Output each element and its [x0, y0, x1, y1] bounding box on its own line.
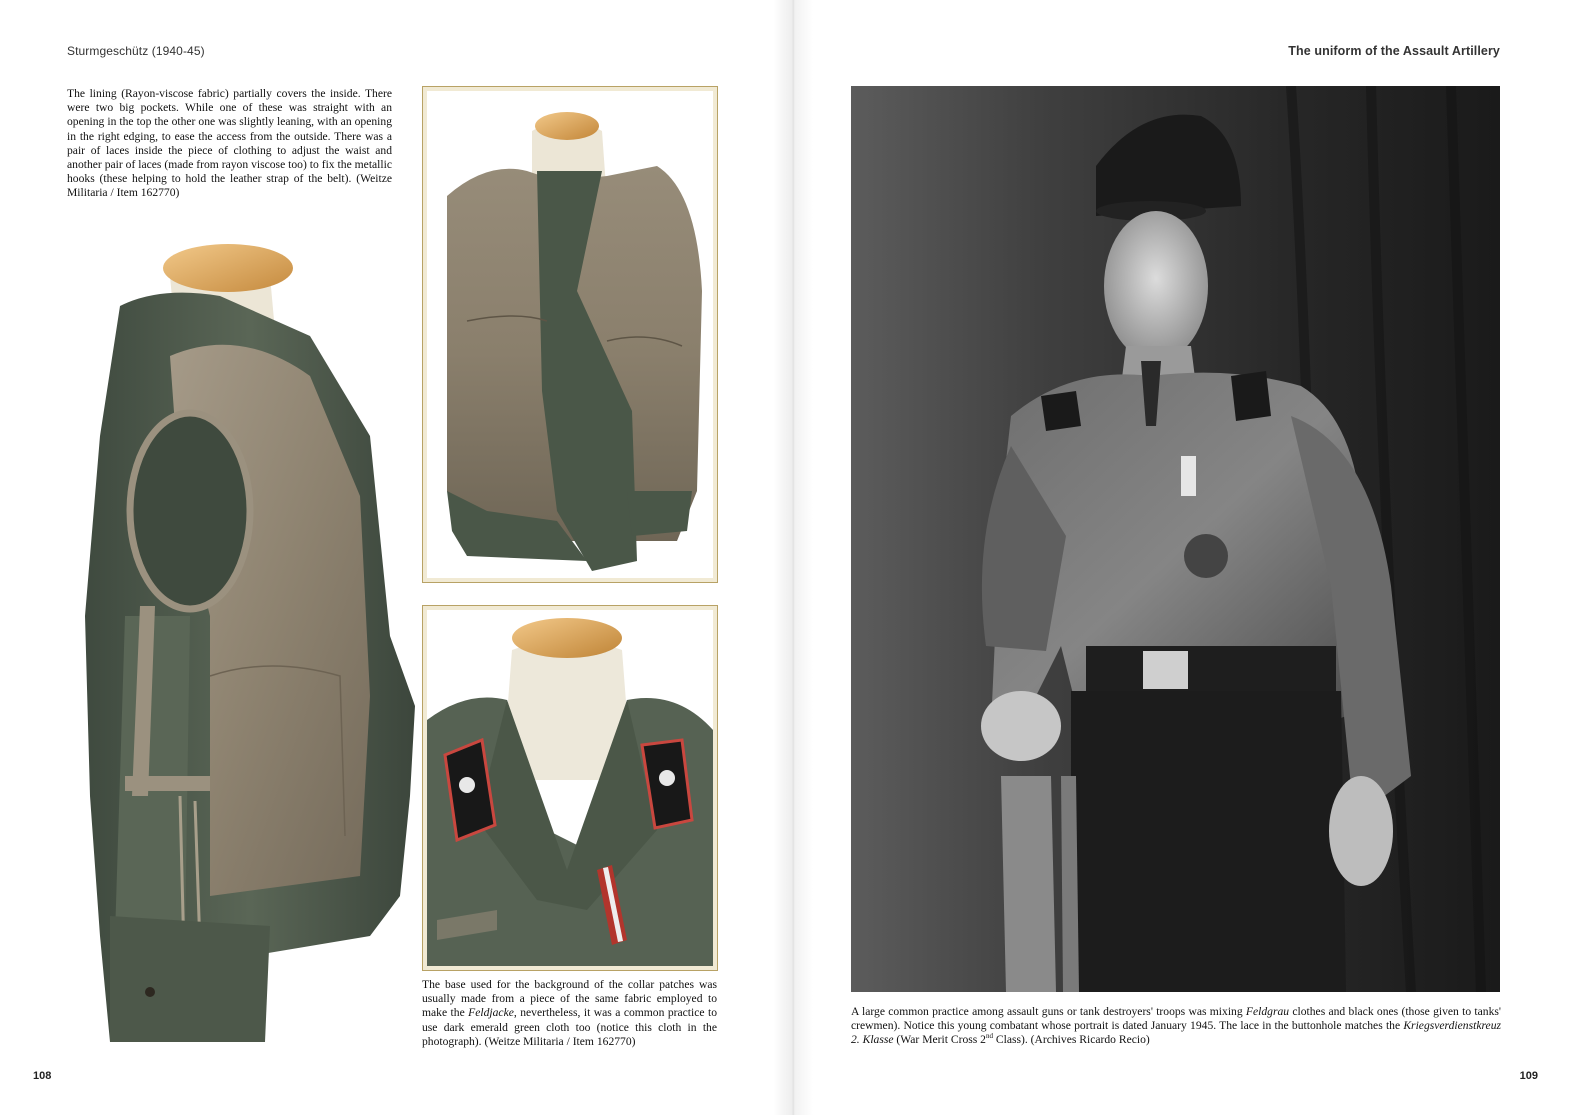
- caption-collar-text-2: , nevertheless, it was a common practice to use dark emerald green cloth too (notice this cloth in the photograph). (Weitze Militaria / Item 162770): [422, 1006, 717, 1048]
- caption-collar-text-1: The base used for the background of the collar patches was usually made from a piece of the same fabric employed to make the: [422, 978, 717, 1020]
- caption-portrait-text-2: clothes and black ones (those given to tanks' crewmen). Notice this young combatant whose portrait is dated January 1945. The lace in the buttonhole matches the: [851, 1005, 1501, 1033]
- vest-front-photo: [427, 91, 713, 578]
- vest-front-photo-frame: [422, 86, 718, 583]
- collar-patch-photo: [427, 610, 713, 966]
- collar-patch-photo-frame: [422, 605, 718, 971]
- caption-portrait-italic-2: Kriegsverdienstkreuz 2. Klasse: [851, 1019, 1501, 1047]
- soldier-portrait-photo: [851, 86, 1500, 992]
- page-number-right: 109: [1519, 1070, 1538, 1082]
- vest-side-photo: [70, 236, 420, 1042]
- caption-portrait-text-4: Class). (Archives Ricardo Recio): [992, 1033, 1150, 1047]
- caption-portrait: [851, 1005, 1501, 1048]
- caption-lining: The lining (Rayon-viscose fabric) partially covers the inside. There were two big pockets. While one of these was straight with an opening in the top the other one was slightly leaning, with an opening in the right edging, to ease the access from the outside. There was a pair of laces inside the piece of clothing to adjust the waist and another pair of laces (made from rayon viscose too) to fix the metallic hooks (these helping to hold the leather strap of the belt). (Weitze Militaria / Item 162770): [67, 87, 392, 200]
- right-page: [793, 0, 1587, 1115]
- running-head-right: The uniform of the Assault Artillery: [1288, 44, 1500, 58]
- caption-portrait-superscript: nd: [985, 1032, 993, 1041]
- left-page: [0, 0, 793, 1115]
- page-number-left: 108: [33, 1070, 52, 1082]
- spine-gutter: [773, 0, 813, 1115]
- running-head-left: Sturmgeschütz (1940-45): [67, 44, 205, 58]
- caption-collar-italic: Feldjacke: [468, 1006, 514, 1020]
- caption-portrait-italic-1: Feldgrau: [1245, 1005, 1290, 1018]
- caption-portrait-text-1: A large common practice among assault guns or tank destroyers' troops was mixing: [851, 1005, 1246, 1018]
- caption-collar: [422, 978, 717, 1049]
- caption-portrait-text-3: (War Merit Cross 2: [893, 1033, 986, 1047]
